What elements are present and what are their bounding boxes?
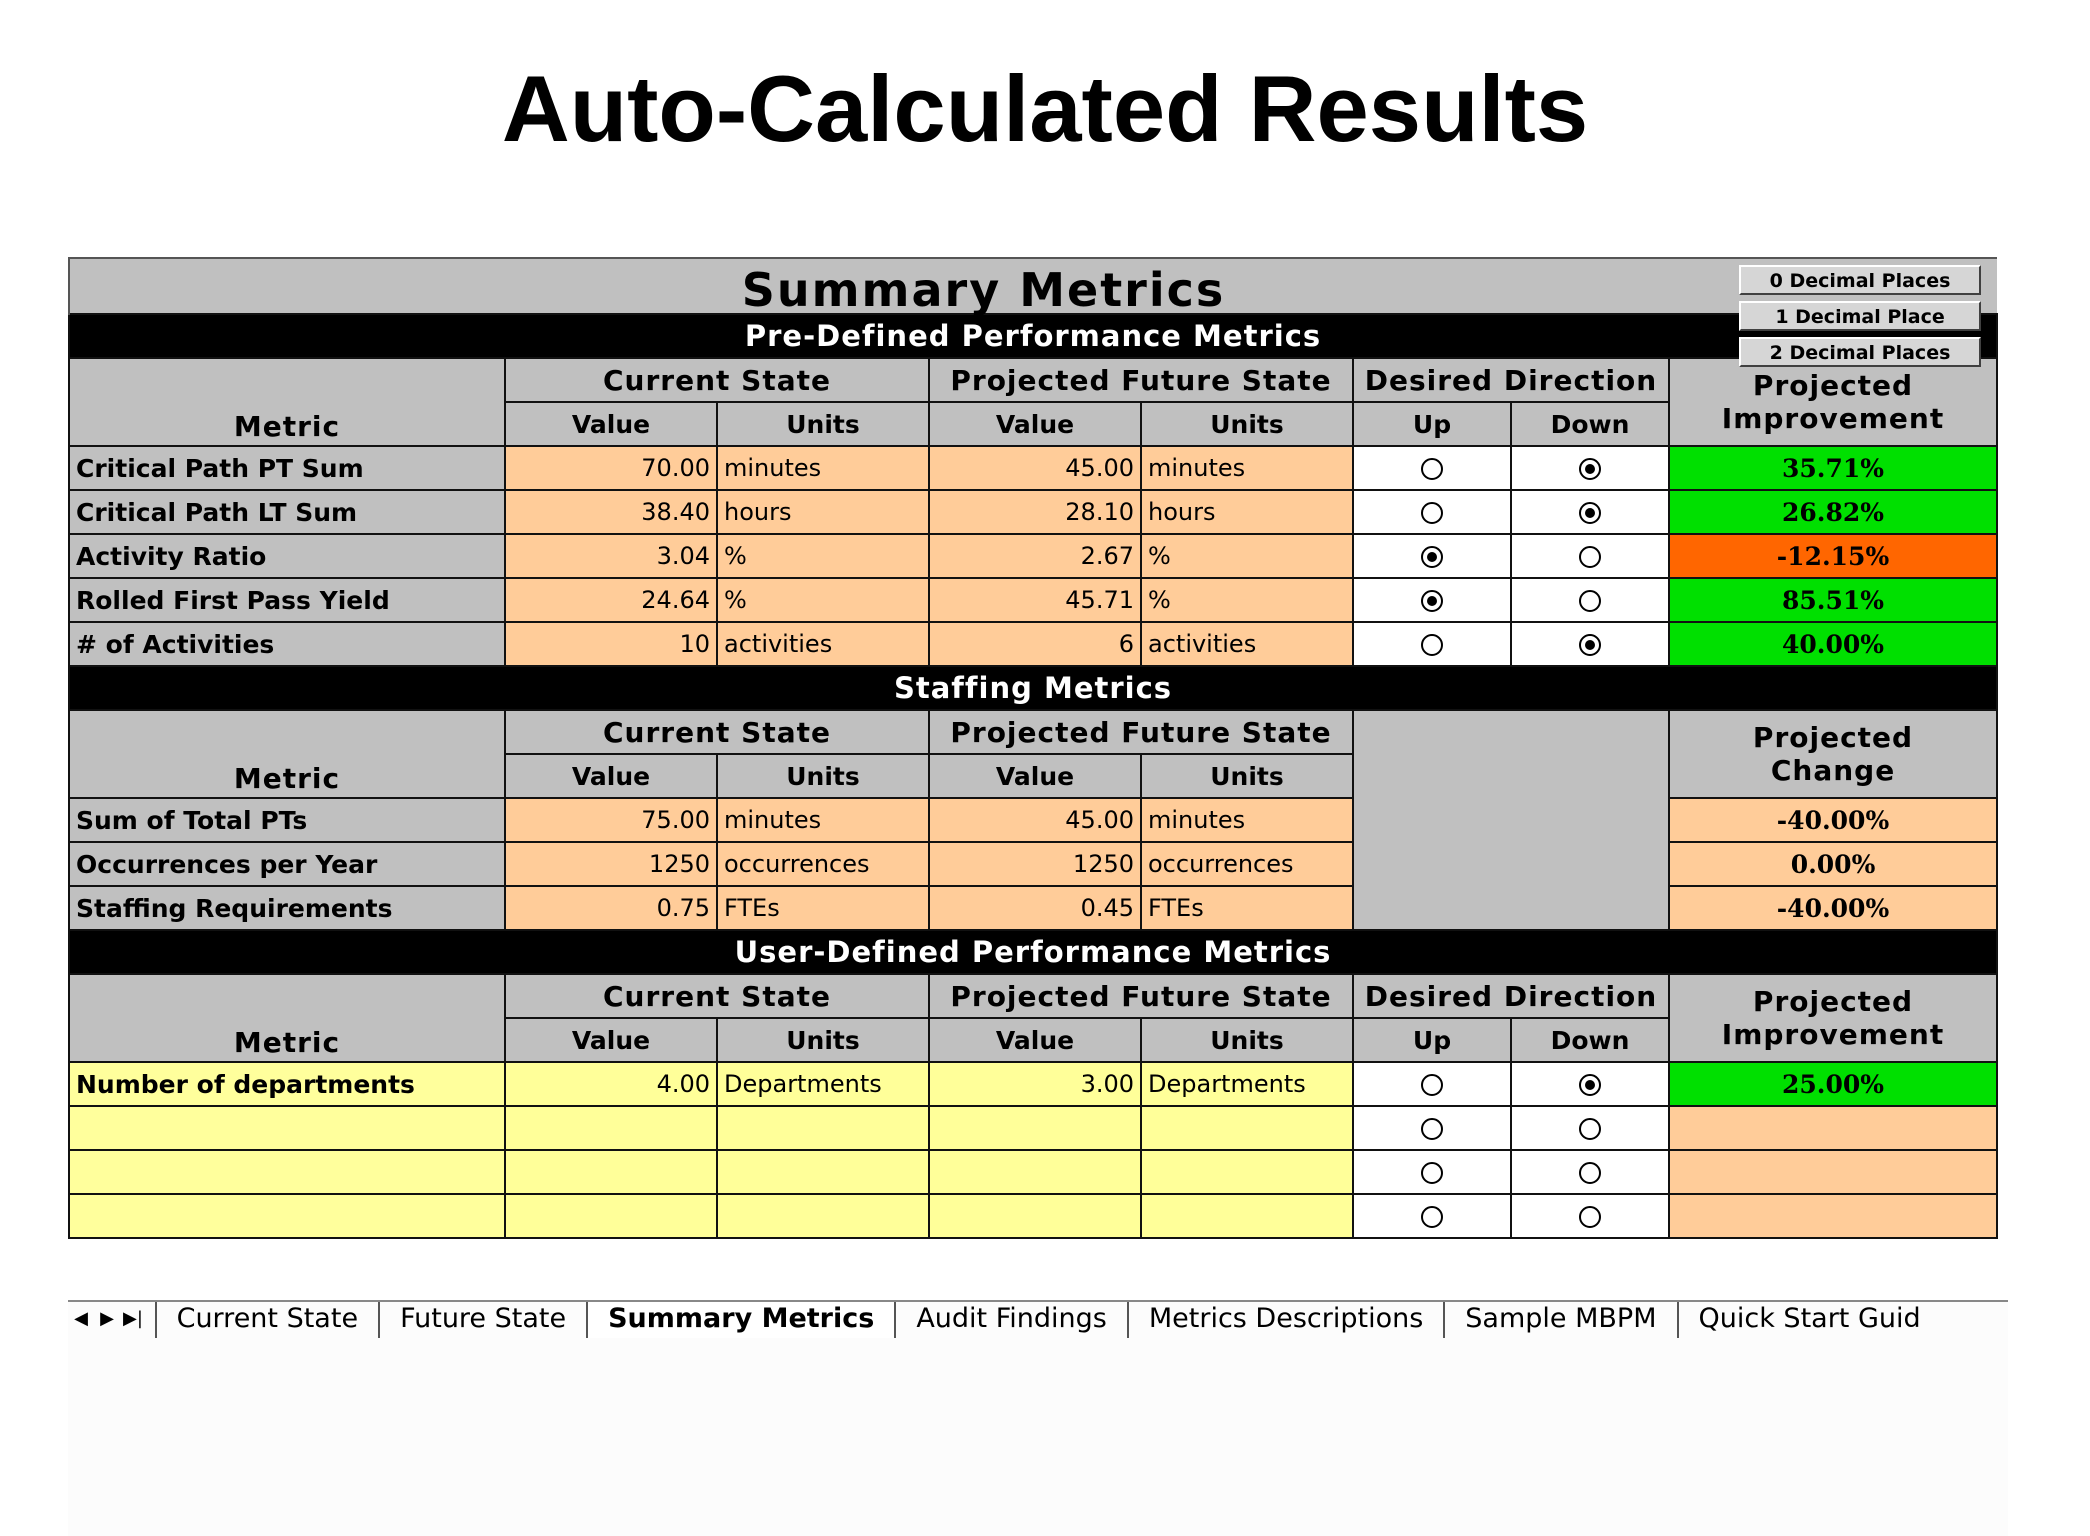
projected-improvement-cell (1669, 1194, 1997, 1238)
projected-header-line1: Projected (1752, 369, 1914, 402)
current-value-cell[interactable] (505, 1150, 717, 1194)
current-units-cell[interactable] (717, 1150, 929, 1194)
desired-direction-header: Desired Direction (1353, 974, 1669, 1018)
direction-up-cell (1353, 1150, 1511, 1194)
projected-header-line2: Improvement (1721, 1018, 1945, 1051)
direction-up-cell (1353, 490, 1511, 534)
future-units-cell[interactable]: minutes (1141, 798, 1353, 842)
last-sheet-icon[interactable]: ▶| (123, 1308, 143, 1329)
metric-row (69, 534, 1997, 578)
current-units-header: Units (717, 754, 929, 798)
direction-up-cell (1353, 534, 1511, 578)
current-units-cell[interactable]: minutes (717, 446, 929, 490)
header-row (69, 974, 1997, 1018)
direction-down-cell (1511, 1106, 1669, 1150)
metric-row (69, 1194, 1997, 1238)
metric-name: Number of departments (69, 1062, 505, 1106)
userdefined-section-title: User-Defined Performance Metrics (69, 930, 1997, 974)
metric-row (69, 490, 1997, 534)
metric-name: Sum of Total PTs (69, 798, 505, 842)
metric-row (69, 1150, 1997, 1194)
current-value-header: Value (505, 1018, 717, 1062)
direction-up-cell (1353, 1194, 1511, 1238)
metric-name: Rolled First Pass Yield (69, 578, 505, 622)
spreadsheet (68, 257, 1996, 1310)
blank-direction-area (1353, 710, 1669, 930)
projected-improvement-cell: -12.15% (1669, 534, 1997, 578)
direction-down-radio[interactable] (1579, 1118, 1601, 1140)
direction-up-cell (1353, 622, 1511, 666)
direction-down-cell (1511, 1062, 1669, 1106)
projected-improvement-cell: 35.71% (1669, 446, 1997, 490)
tab-metrics-descriptions[interactable]: Metrics Descriptions (1127, 1302, 1443, 1338)
future-value-header: Value (929, 754, 1141, 798)
down-header: Down (1511, 1018, 1669, 1062)
direction-down-radio[interactable] (1579, 502, 1601, 524)
direction-down-radio[interactable] (1579, 546, 1601, 568)
desired-direction-header: Desired Direction (1353, 358, 1669, 402)
future-value-header: Value (929, 1018, 1141, 1062)
sheet-background (68, 1310, 2008, 1536)
metric-row (69, 886, 1997, 930)
direction-up-radio[interactable] (1421, 502, 1443, 524)
current-units-cell[interactable]: % (717, 534, 929, 578)
metric-name: Occurrences per Year (69, 842, 505, 886)
direction-up-radio[interactable] (1421, 634, 1443, 656)
projected-header-line1: Projected (1752, 985, 1914, 1018)
direction-down-cell (1511, 1150, 1669, 1194)
metric-header: Metric (69, 710, 505, 798)
current-value-cell[interactable]: 3.04 (505, 534, 717, 578)
future-units-cell[interactable]: activities (1141, 622, 1353, 666)
staffing-section-title: Staffing Metrics (69, 666, 1997, 710)
current-units-cell[interactable]: hours (717, 490, 929, 534)
future-units-header: Units (1141, 754, 1353, 798)
current-units-cell[interactable]: minutes (717, 798, 929, 842)
tab-current-state[interactable]: Current State (155, 1302, 378, 1338)
future-value-cell[interactable]: 45.00 (929, 446, 1141, 490)
future-value-cell[interactable] (929, 1106, 1141, 1150)
future-value-cell[interactable]: 28.10 (929, 490, 1141, 534)
metric-name (69, 1194, 505, 1238)
direction-down-radio[interactable] (1579, 458, 1601, 480)
sheet-tabs (155, 1302, 1941, 1333)
metric-name (69, 1106, 505, 1150)
projected-header-line2: Improvement (1721, 402, 1945, 435)
metric-row (69, 842, 1997, 886)
current-units-cell[interactable]: occurrences (717, 842, 929, 886)
tab-quick-start-guid[interactable]: Quick Start Guid (1677, 1302, 1941, 1338)
projected-header (1669, 710, 1997, 798)
tab-audit-findings[interactable]: Audit Findings (894, 1302, 1127, 1338)
current-value-header: Value (505, 754, 717, 798)
projected-change-cell: -40.00% (1669, 886, 1997, 930)
current-units-cell[interactable]: % (717, 578, 929, 622)
metric-row (69, 446, 1997, 490)
header-row (69, 358, 1997, 402)
down-header: Down (1511, 402, 1669, 446)
direction-down-cell (1511, 578, 1669, 622)
direction-up-radio[interactable] (1421, 1162, 1443, 1184)
direction-up-cell (1353, 446, 1511, 490)
future-units-cell[interactable] (1141, 1150, 1353, 1194)
metric-header: Metric (69, 974, 505, 1062)
sheet-title: Summary Metrics (741, 263, 1226, 317)
direction-down-radio[interactable] (1579, 634, 1601, 656)
decimal-buttons (1739, 259, 1989, 367)
future-value-cell[interactable] (929, 1194, 1141, 1238)
current-value-cell[interactable]: 38.40 (505, 490, 717, 534)
direction-down-radio[interactable] (1579, 1074, 1601, 1096)
zero-decimal-button[interactable]: 0 Decimal Places (1739, 265, 1981, 295)
future-units-cell[interactable]: % (1141, 578, 1353, 622)
projected-improvement-cell: 25.00% (1669, 1062, 1997, 1106)
metric-row (69, 798, 1997, 842)
projected-change-cell: 0.00% (1669, 842, 1997, 886)
future-value-cell[interactable]: 3.00 (929, 1062, 1141, 1106)
current-value-cell[interactable]: 10 (505, 622, 717, 666)
projected-change-cell: -40.00% (1669, 798, 1997, 842)
future-value-cell[interactable]: 6 (929, 622, 1141, 666)
direction-down-cell (1511, 446, 1669, 490)
current-value-cell[interactable]: 70.00 (505, 446, 717, 490)
direction-down-cell (1511, 1194, 1669, 1238)
future-state-header: Projected Future State (929, 358, 1353, 402)
future-units-cell[interactable]: % (1141, 534, 1353, 578)
future-value-cell[interactable]: 2.67 (929, 534, 1141, 578)
future-value-cell[interactable] (929, 1150, 1141, 1194)
up-header: Up (1353, 1018, 1511, 1062)
future-units-cell[interactable] (1141, 1106, 1353, 1150)
current-units-header: Units (717, 1018, 929, 1062)
metric-name: # of Activities (69, 622, 505, 666)
slide-title: Auto-Calculated Results (501, 56, 1589, 161)
two-decimal-button[interactable]: 2 Decimal Places (1739, 337, 1981, 367)
future-units-cell[interactable]: occurrences (1141, 842, 1353, 886)
projected-header-line1: Projected (1752, 721, 1914, 754)
up-header: Up (1353, 402, 1511, 446)
tab-sample-mbpm[interactable]: Sample MBPM (1443, 1302, 1676, 1338)
current-value-cell[interactable]: 24.64 (505, 578, 717, 622)
direction-down-radio[interactable] (1579, 1206, 1601, 1228)
current-value-cell[interactable]: 0.75 (505, 886, 717, 930)
direction-down-cell (1511, 534, 1669, 578)
projected-improvement-cell: 26.82% (1669, 490, 1997, 534)
metric-name: Critical Path PT Sum (69, 446, 505, 490)
projected-improvement-cell (1669, 1150, 1997, 1194)
direction-up-cell (1353, 1062, 1511, 1106)
projected-header-line2: Change (1770, 754, 1896, 787)
current-state-header: Current State (505, 974, 929, 1018)
userdefined-section-title-row (69, 930, 1997, 974)
metric-name: Staffing Requirements (69, 886, 505, 930)
direction-down-radio[interactable] (1579, 590, 1601, 612)
future-units-header: Units (1141, 402, 1353, 446)
next-sheet-icon[interactable]: ▶ (100, 1308, 114, 1329)
staffing-section-title-row (69, 666, 1997, 710)
current-state-header: Current State (505, 358, 929, 402)
projected-header (1669, 974, 1997, 1062)
current-value-header: Value (505, 402, 717, 446)
future-value-cell[interactable]: 45.71 (929, 578, 1141, 622)
metric-header: Metric (69, 358, 505, 446)
future-units-cell[interactable]: minutes (1141, 446, 1353, 490)
current-units-cell[interactable]: Departments (717, 1062, 929, 1106)
future-value-header: Value (929, 402, 1141, 446)
future-value-cell[interactable]: 45.00 (929, 798, 1141, 842)
projected-header (1669, 358, 1997, 446)
current-units-cell[interactable] (717, 1106, 929, 1150)
metric-row (69, 622, 1997, 666)
metric-name (69, 1150, 505, 1194)
future-value-cell[interactable]: 0.45 (929, 886, 1141, 930)
direction-down-radio[interactable] (1579, 1162, 1601, 1184)
metric-row (69, 1062, 1997, 1106)
projected-improvement-cell: 40.00% (1669, 622, 1997, 666)
future-units-cell[interactable]: hours (1141, 490, 1353, 534)
direction-up-radio[interactable] (1421, 590, 1443, 612)
predefined-section-title: Pre-Defined Performance Metrics (69, 314, 1997, 358)
future-units-cell[interactable]: FTEs (1141, 886, 1353, 930)
direction-up-radio[interactable] (1421, 1206, 1443, 1228)
direction-up-radio[interactable] (1421, 546, 1443, 568)
direction-up-radio[interactable] (1421, 1074, 1443, 1096)
predefined-section-title-row (69, 314, 1997, 358)
metric-row (69, 578, 1997, 622)
summary-metrics-grid (68, 257, 1998, 1239)
current-value-cell[interactable] (505, 1194, 717, 1238)
metric-name: Critical Path LT Sum (69, 490, 505, 534)
current-value-cell[interactable]: 4.00 (505, 1062, 717, 1106)
future-units-cell[interactable] (1141, 1194, 1353, 1238)
tab-future-state[interactable]: Future State (378, 1302, 586, 1338)
direction-down-cell (1511, 490, 1669, 534)
projected-improvement-cell (1669, 1106, 1997, 1150)
header-row (69, 710, 1997, 754)
current-value-cell[interactable] (505, 1106, 717, 1150)
projected-improvement-cell: 85.51% (1669, 578, 1997, 622)
first-sheet-icon[interactable]: ◀ (74, 1308, 88, 1329)
current-state-header: Current State (505, 710, 929, 754)
current-units-cell[interactable] (717, 1194, 929, 1238)
tab-summary-metrics[interactable]: Summary Metrics (586, 1302, 894, 1338)
current-units-cell[interactable]: activities (717, 622, 929, 666)
metric-row (69, 1106, 1997, 1150)
current-value-cell[interactable]: 1250 (505, 842, 717, 886)
future-units-cell[interactable]: Departments (1141, 1062, 1353, 1106)
future-state-header: Projected Future State (929, 974, 1353, 1018)
current-value-cell[interactable]: 75.00 (505, 798, 717, 842)
direction-up-radio[interactable] (1421, 458, 1443, 480)
future-state-header: Projected Future State (929, 710, 1353, 754)
current-units-cell[interactable]: FTEs (717, 886, 929, 930)
direction-down-cell (1511, 622, 1669, 666)
future-value-cell[interactable]: 1250 (929, 842, 1141, 886)
metric-name: Activity Ratio (69, 534, 505, 578)
current-units-header: Units (717, 402, 929, 446)
direction-up-cell (1353, 1106, 1511, 1150)
future-units-header: Units (1141, 1018, 1353, 1062)
direction-up-cell (1353, 578, 1511, 622)
sheet-tab-bar (68, 1300, 2008, 1340)
direction-up-radio[interactable] (1421, 1118, 1443, 1140)
one-decimal-button[interactable]: 1 Decimal Place (1739, 301, 1981, 331)
